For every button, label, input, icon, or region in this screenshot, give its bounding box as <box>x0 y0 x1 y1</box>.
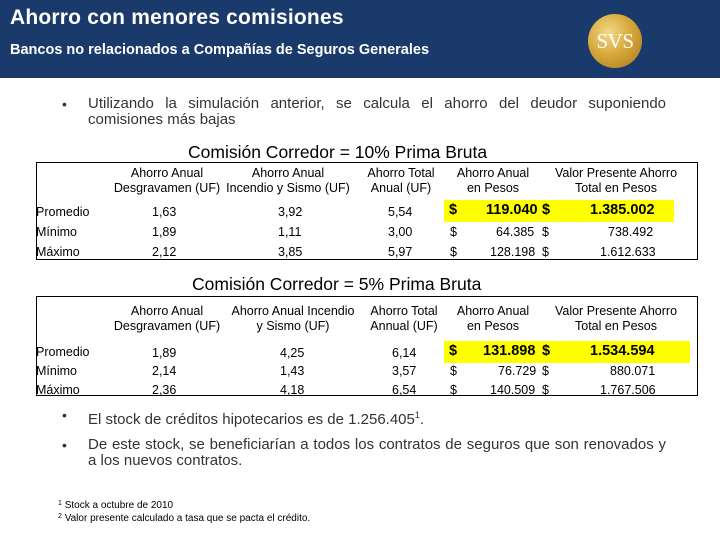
table-cell-currency: $ <box>450 225 457 239</box>
table-cell-pesos: 140.509 <box>490 383 536 397</box>
table-cell-currency: $ <box>542 225 549 239</box>
table-cell-currency: $ <box>450 364 457 378</box>
beneficiary-text: De este stock, se beneficiarían a todos los contratos de seguros que son renovados y a los nuevos contratos. <box>88 436 666 469</box>
table2-header-vp: Valor Presente Ahorro Total en Pesos <box>554 304 678 333</box>
table1-header-pesos: Ahorro Anual en Pesos <box>456 166 530 195</box>
table-cell: 1,43 <box>280 364 305 378</box>
table-cell-currency: $ <box>450 383 457 397</box>
table-cell-currency: $ <box>542 202 551 218</box>
table-cell-currency: $ <box>542 245 549 259</box>
table-cell: 1,89 <box>152 346 177 360</box>
table-cell-pesos: 119.040 <box>486 202 538 218</box>
logo-text: SVS <box>596 28 634 53</box>
table-cell-pesos: 131.898 <box>483 343 536 359</box>
table-cell: 2,12 <box>152 245 177 259</box>
table-cell-vp: 1.534.594 <box>590 343 655 359</box>
page-subtitle: Bancos no relacionados a Compañías de Seguros Generales <box>10 42 430 58</box>
table-row-label: Promedio <box>36 205 90 219</box>
table1-header-total: Ahorro Total Anual (UF) <box>367 166 435 195</box>
table-cell: 4,18 <box>280 383 305 397</box>
table1-title: Comisión Corredor = 10% Prima Bruta <box>188 142 488 162</box>
stock-text: El stock de créditos hipotecarios es de 1.256.405$^1$. <box>88 410 425 428</box>
table-cell-vp: 1.385.002 <box>590 202 655 218</box>
table-cell: 3,85 <box>278 245 303 259</box>
table-cell-vp: 738.492 <box>608 225 654 239</box>
header-banner <box>0 0 720 78</box>
table-cell: 1,89 <box>152 225 177 239</box>
table-cell: 2,36 <box>152 383 177 397</box>
table1-header-vp: Valor Presente Ahorro Total en Pesos <box>554 166 678 195</box>
table-cell: 1,11 <box>278 225 302 239</box>
table2-header-incendio: Ahorro Anual Incendio y Sismo (UF) <box>231 304 355 333</box>
table-cell-currency: $ <box>450 245 457 259</box>
table-cell: 6,14 <box>392 346 417 360</box>
bullet-icon: • <box>62 407 67 423</box>
table-row-label: Mínimo <box>36 225 77 239</box>
intro-bullet <box>62 96 668 130</box>
table-cell-currency: $ <box>542 364 549 378</box>
table-cell: 4,25 <box>280 346 305 360</box>
table-cell-pesos: 76.729 <box>498 364 537 378</box>
table-cell-vp: 880.071 <box>610 364 656 378</box>
table-cell: 6,54 <box>392 383 417 397</box>
bullet-icon: • <box>62 96 67 112</box>
table2-title: Comisión Corredor = 5% Prima Bruta <box>192 274 482 294</box>
stock-bullet <box>62 407 668 428</box>
svs-logo <box>588 14 642 68</box>
bullet-icon: • <box>62 437 67 453</box>
table-cell-currency: $ <box>449 343 458 359</box>
table2-header-pesos: Ahorro Anual en Pesos <box>456 304 530 333</box>
table-cell: 1,63 <box>152 205 177 219</box>
table-cell: 5,54 <box>388 205 413 219</box>
table-row-label: Máximo <box>36 245 80 259</box>
table-cell: 3,92 <box>278 205 303 219</box>
footnote-2: $^2$ Valor presente calculado a tasa que se pacta el crédito. <box>58 513 311 524</box>
table-cell: 3,00 <box>388 225 413 239</box>
table1-header-desgravamen: Ahorro Anual Desgravamen (UF) <box>113 166 221 195</box>
table-cell-pesos: 128.198 <box>490 245 536 259</box>
intro-text: Utilizando la simulación anterior, se calcula el ahorro del deudor suponiendo comisiones más bajas <box>88 95 666 128</box>
table-cell-vp: 1.612.633 <box>600 245 656 259</box>
table-cell-pesos: 64.385 <box>496 225 535 239</box>
footnote-1: $^1$ Stock a octubre de 2010 <box>58 500 174 511</box>
beneficiary-bullet <box>62 437 668 471</box>
page-title: Ahorro con menores comisiones <box>10 6 344 29</box>
table-cell: 5,97 <box>388 245 413 259</box>
table-row-label: Mínimo <box>36 364 77 378</box>
table-cell-currency: $ <box>449 202 458 218</box>
table1-header-incendio: Ahorro Anual Incendio y Sismo (UF) <box>226 166 350 195</box>
table-row-label: Máximo <box>36 383 80 397</box>
table-cell: 2,14 <box>152 364 177 378</box>
table2-header-total: Ahorro Total Annual (UF) <box>370 304 438 333</box>
table-cell-vp: 1.767.506 <box>600 383 656 397</box>
table2-header-desgravamen: Ahorro Anual Desgravamen (UF) <box>113 304 221 333</box>
table-cell-currency: $ <box>542 343 551 359</box>
table-cell: 3,57 <box>392 364 417 378</box>
table-cell-currency: $ <box>542 383 549 397</box>
table-row-label: Promedio <box>36 345 90 359</box>
